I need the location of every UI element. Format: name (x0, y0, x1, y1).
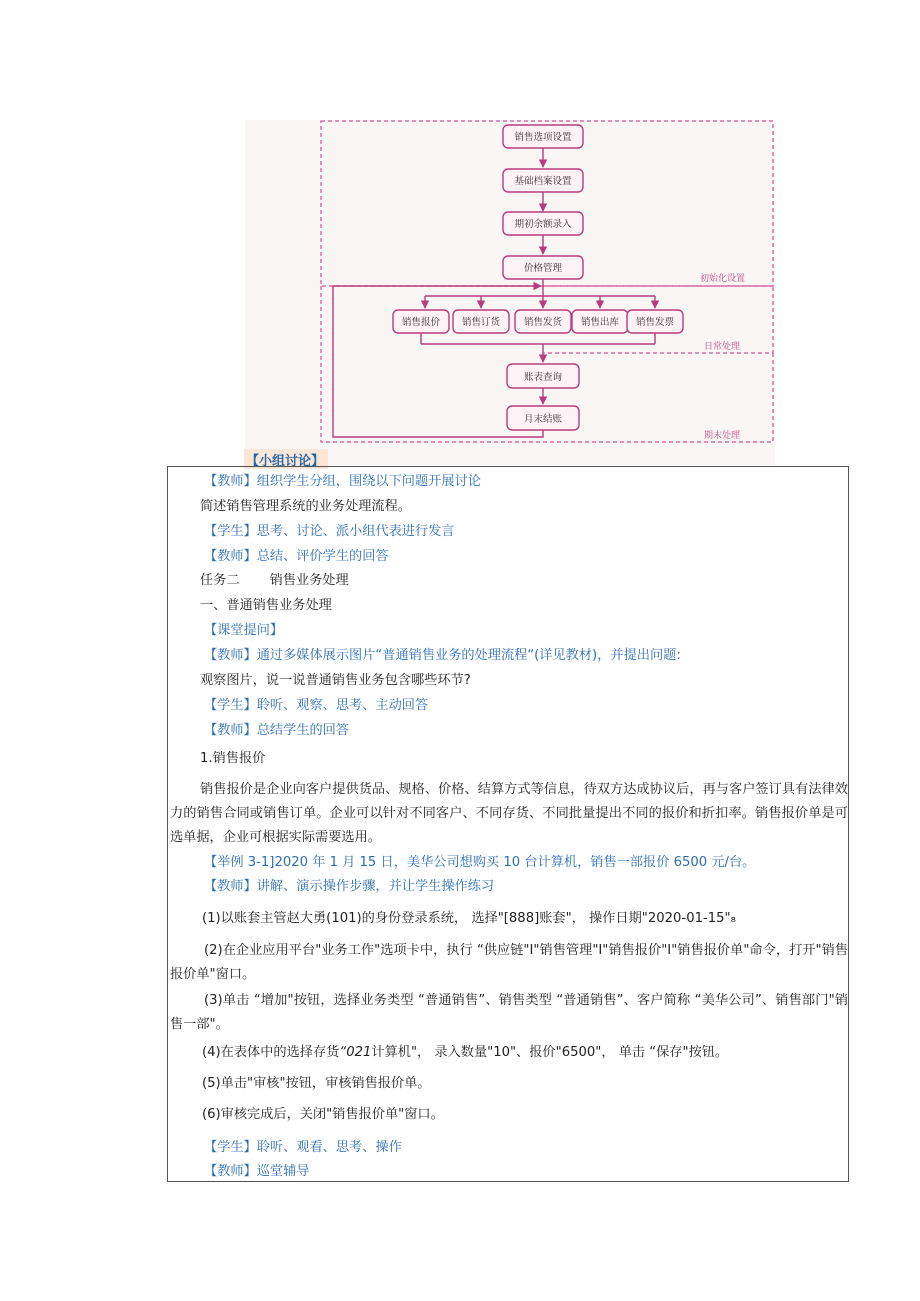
line-text: 讲解、演示操作步骤，并让学生操作练习 (256, 879, 495, 894)
teacher-organize-line (204, 470, 481, 494)
sales-flow-diagram (245, 120, 775, 465)
node-opening-balance-label: 期初余额录入 (514, 219, 572, 230)
subsection-quote-title: 1.销售报价 (200, 751, 266, 766)
role-tag: 【教师】 (204, 648, 257, 663)
node-quote-label: 销售报价 (401, 317, 441, 328)
teacher-guide-line (204, 1160, 310, 1184)
node-order-label: 销售订货 (461, 317, 501, 328)
role-tag: 【学生】 (204, 524, 257, 539)
line-text: 思考、讨论、派小组代表进行发言 (256, 524, 455, 539)
teacher-show-line (204, 644, 681, 668)
step-4 (202, 1041, 728, 1065)
student-answer-line (204, 694, 428, 718)
node-month-close-label: 月末结账 (523, 414, 563, 425)
step-6: (6)审核完成后，关闭"销售报价单"窗口。 (202, 1107, 444, 1122)
flow-diagram-svg (245, 120, 775, 465)
example-3-1: 【举例 3-1]2020 年 1 月 15 日，美华公司想购买 10 台计算机，销售一部报价 6500 元/台。 (204, 855, 756, 870)
node-sales-options-label: 销售选项设置 (514, 132, 572, 143)
quote-description-paragraph: 销售报价是企业向客户提供货品、规格、价格、结算方式等信息，待双方达成协议后，再与客户签订具有法律效力的销售合同或销售订单。企业可以针对不同客户、不同存货、不同批量提出不同的报价和折扣率。销售报价单是可选单据，企业可根据实际需要选用。 (170, 782, 848, 845)
student-discuss-line (204, 520, 455, 544)
step-4-rest: 计算机"， 录入数量"10"、报价"6500"， 单击 “保存"按钮。 (371, 1045, 729, 1060)
node-base-archives-label: 基础档案设置 (514, 176, 572, 187)
line-text: 通过多媒体展示图片“普通销售业务的处理流程“(详见教材)，并提出问题: (256, 648, 681, 663)
line-text: 巡堂辅导 (256, 1164, 310, 1179)
node-price-mgmt (503, 256, 583, 279)
node-base-archives (503, 169, 583, 192)
node-quote (393, 310, 449, 333)
zone-label-daily: 日常处理 (704, 342, 741, 352)
role-tag: 【教师】 (204, 1164, 257, 1179)
line-text: 聆听、观察、思考、主动回答 (256, 698, 429, 713)
observe-question: 观察图片，说一说普通销售业务包含哪些环节? (200, 673, 471, 688)
line-text: 总结、评价学生的回答 (256, 549, 389, 564)
node-account-query (507, 364, 579, 388)
group-discussion-heading: 【小组讨论】 (244, 449, 328, 469)
role-tag: 【教师】 (204, 549, 257, 564)
role-tag: 【学生】 (204, 698, 257, 713)
line-text: 组织学生分组，围绕以下问题开展讨论 (256, 474, 481, 489)
node-invoice (627, 310, 683, 333)
section-one-title: 一、普通销售业务处理 (200, 598, 332, 613)
node-order (453, 310, 509, 333)
zone-label-period-end: 期末处理 (704, 431, 741, 441)
node-opening-balance (503, 212, 583, 235)
node-invoice-label: 销售发票 (635, 317, 675, 328)
step-4-code: “021 (339, 1045, 372, 1060)
task-label: 任务二 (200, 573, 240, 588)
student-practice-line (204, 1136, 402, 1160)
discussion-question: 简述销售管理系统的业务处理流程。 (200, 499, 411, 514)
teacher-summary-line (204, 719, 349, 743)
node-sales-options (503, 125, 583, 148)
task-name: 销售业务处理 (269, 573, 349, 588)
step-4-prefix: (4)在表体中的选择存货 (202, 1045, 340, 1060)
step-1: (1)以账套主管赵大勇(101)的身份登录系统， 选择"[888]账套"， 操作日期"2020-01-15"₈ (202, 911, 736, 926)
step-5: (5)单击"审核"按钮，审核销售报价单。 (202, 1076, 431, 1091)
line-text: 聆听、观看、思考、操作 (256, 1140, 402, 1155)
teacher-summarize-line (204, 545, 389, 569)
task-two-title (200, 569, 349, 593)
role-tag: 【教师】 (204, 723, 257, 738)
node-delivery-label: 销售发货 (523, 317, 563, 328)
role-tag: 【教师】 (204, 879, 257, 894)
zone-label-init: 初始化设置 (700, 274, 746, 284)
line-text: 总结学生的回答 (256, 723, 350, 738)
node-delivery (515, 310, 571, 333)
node-price-mgmt-label: 价格管理 (523, 263, 563, 274)
node-outbound (572, 310, 628, 333)
classroom-question-tag: 【课堂提问】 (204, 623, 284, 638)
step-2: (2)在企业应用平台"业务工作"选项卡中，执行 “供应链"I"销售管理"I"销售报价"I"销售报价单"命令，打开"销售报价单"窗口。 (170, 943, 848, 982)
role-tag: 【学生】 (204, 1140, 257, 1155)
lesson-content-box (167, 466, 849, 1182)
node-account-query-label: 账表查询 (523, 372, 563, 383)
role-tag: 【教师】 (204, 474, 257, 489)
node-outbound-label: 销售出库 (580, 317, 620, 328)
step-3: (3)单击 “增加"按钮，选择业务类型 “普通销售”、销售类型 “普通销售”、客户简称 “美华公司”、销售部门"销售一部"。 (170, 993, 848, 1032)
teacher-demo-line (204, 875, 494, 899)
node-month-close (507, 406, 579, 430)
